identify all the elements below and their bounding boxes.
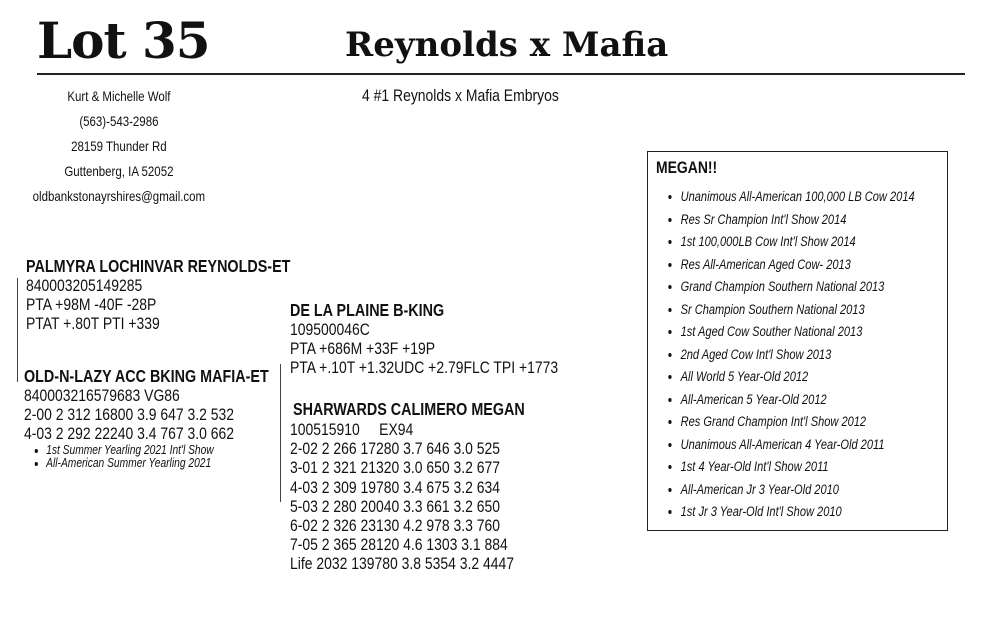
dam-sire-pta-type: PTA +.10T +1.32UDC +2.79FLC TPI +1773 <box>290 358 559 378</box>
list-item: • 2nd Aged Cow Int'l Show 2013 <box>681 344 915 367</box>
dam-record-line: 5-03 2 280 20040 3.3 661 3.2 650 <box>290 496 501 516</box>
list-item: • 1st Jr 3 Year-Old Int'l Show 2010 <box>681 501 915 524</box>
seller-contact <box>0 84 238 209</box>
seller-city: Guttenberg, IA 52052 <box>64 163 174 179</box>
dam-record-line: 3-01 2 321 21320 3.0 650 3.2 677 <box>290 458 501 478</box>
seller-phone: (563)-543-2986 <box>79 113 159 129</box>
list-item: • Unanimous All-American 100,000 LB Cow 2014 <box>681 186 915 209</box>
pedigree-bracket-sire <box>17 278 18 382</box>
list-item: • All-American 5 Year-Old 2012 <box>681 389 915 412</box>
lot-number: Lot 35 <box>37 11 210 70</box>
sire-dam-block <box>24 366 269 471</box>
list-item: • 1st 100,000LB Cow Int'l Show 2014 <box>681 231 915 254</box>
dam-id: 100515910 EX94 <box>290 420 414 439</box>
sire-sire-name: PALMYRA LOCHINVAR REYNOLDS-ET <box>26 256 291 276</box>
dam-record-line: 7-05 2 365 28120 4.6 1303 3.1 884 <box>290 535 508 555</box>
sire-sire-id: 840003205149285 <box>26 276 143 295</box>
sire-dam-id: 840003216579683 VG86 <box>24 386 180 405</box>
sire-dam-record-2: 4-03 2 292 22240 3.4 767 3.0 662 <box>24 424 235 444</box>
sire-sire-ptat: PTAT +.80T PTI +339 <box>26 314 160 334</box>
sire-dam-record-1: 2-00 2 312 16800 3.9 647 3.2 532 <box>24 405 235 425</box>
header-divider <box>37 73 965 75</box>
list-item: • 1st Aged Cow Souther National 2013 <box>681 321 915 344</box>
dam-name: SHARWARDS CALIMERO MEGAN <box>293 399 525 419</box>
dam-sire-block <box>290 300 558 378</box>
list-item: • Res Grand Champion Int'l Show 2012 <box>681 411 915 434</box>
sire-sire-block <box>26 256 290 334</box>
dam-record-line: 4-03 2 309 19780 3.4 675 3.2 634 <box>290 477 501 497</box>
seller-email: oldbankstonayrshires@gmail.com <box>32 188 206 204</box>
list-item: • 1st 4 Year-Old Int'l Show 2011 <box>681 456 915 479</box>
sire-sire-pta: PTA +98M -40F -28P <box>26 295 157 315</box>
lot-tagline: 4 #1 Reynolds x Mafia Embryos <box>362 86 559 105</box>
dam-record-line: 6-02 2 326 23130 4.2 978 3.3 760 <box>290 516 501 536</box>
dam-records <box>290 420 514 574</box>
page-title: Reynolds x Mafia <box>345 25 669 65</box>
seller-address: 28159 Thunder Rd <box>71 138 167 154</box>
list-item: • Sr Champion Southern National 2013 <box>681 299 915 322</box>
dam-sire-pta: PTA +686M +33F +19P <box>290 339 436 359</box>
list-item: • All-American Jr 3 Year-Old 2010 <box>681 479 915 502</box>
list-item: • Res All-American Aged Cow- 2013 <box>681 254 915 277</box>
list-item: • All-American Summer Yearling 2021 <box>46 457 269 471</box>
list-item: • 1st Summer Yearling 2021 Int'l Show <box>46 444 269 458</box>
megan-honors-list <box>656 186 915 524</box>
sire-dam-achievements <box>24 444 269 471</box>
seller-name: Kurt & Michelle Wolf <box>67 88 171 104</box>
megan-box-title: MEGAN!! <box>656 158 718 177</box>
dam-block <box>293 399 525 419</box>
dam-record-line: 2-02 2 266 17280 3.7 646 3.0 525 <box>290 439 501 459</box>
list-item: • Unanimous All-American 4 Year-Old 2011 <box>681 434 915 457</box>
list-item: • All World 5 Year-Old 2012 <box>681 366 915 389</box>
dam-sire-name: DE LA PLAINE B-KING <box>290 300 445 320</box>
dam-lifetime-record: Life 2032 139780 3.8 5354 3.2 4447 <box>290 554 515 574</box>
dam-sire-id: 109500046C <box>290 320 370 339</box>
sire-dam-name: OLD-N-LAZY ACC BKING MAFIA-ET <box>24 366 269 386</box>
list-item: • Res Sr Champion Int'l Show 2014 <box>681 209 915 232</box>
pedigree-bracket-dam <box>280 364 281 502</box>
list-item: • Grand Champion Southern National 2013 <box>681 276 915 299</box>
